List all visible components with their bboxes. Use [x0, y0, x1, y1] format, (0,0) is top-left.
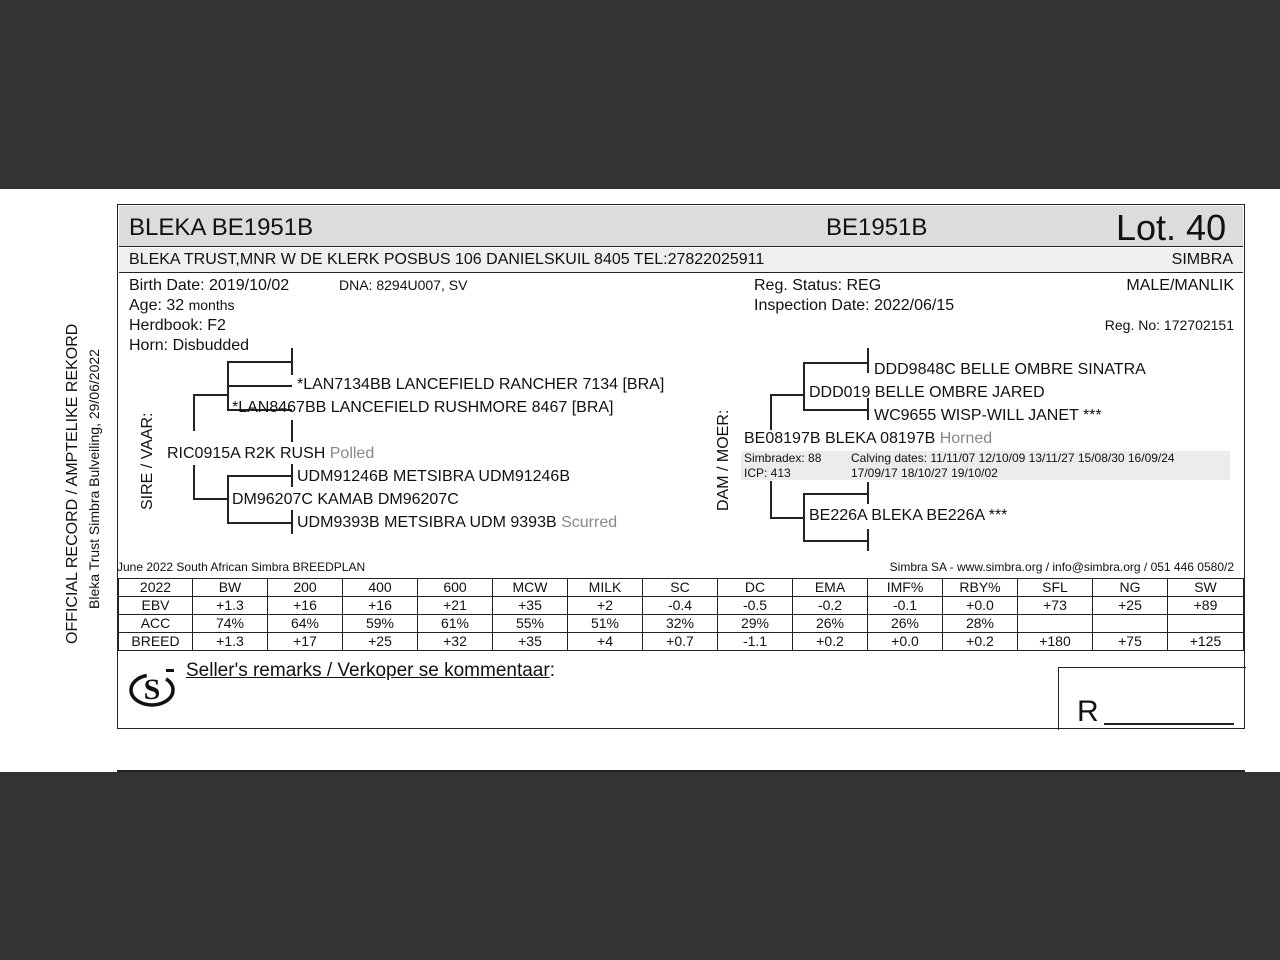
- table-cell: IMF%: [868, 579, 943, 597]
- pedigree-line: [227, 475, 229, 523]
- dam-sire-dam: WC9655 WISP-WILL JANET ***: [874, 407, 1102, 424]
- table-cell: ACC: [119, 615, 193, 633]
- table-cell: 400: [343, 579, 418, 597]
- table-cell: +0.7: [643, 633, 718, 651]
- table-cell: 32%: [643, 615, 718, 633]
- table-cell: +25: [343, 633, 418, 651]
- table-cell: +73: [1018, 597, 1093, 615]
- herdbook: Herdbook: F2: [129, 317, 226, 334]
- table-cell: +32: [418, 633, 493, 651]
- table-cell: 26%: [868, 615, 943, 633]
- table-cell: -0.2: [793, 597, 868, 615]
- age: [129, 297, 235, 315]
- pedigree-line: [227, 385, 292, 387]
- table-cell: +0.2: [943, 633, 1018, 651]
- pedigree-line: [803, 540, 867, 542]
- sire-label: SIRE / VAAR:: [139, 412, 156, 510]
- dna-info: DNA: 8294U007, SV: [339, 277, 468, 293]
- catalogue-page: [0, 189, 1280, 772]
- pedigree-line: [770, 481, 772, 517]
- sire-dam-dam-name: UDM9393B METSIBRA UDM 9393B: [297, 514, 557, 531]
- table-cell: 28%: [943, 615, 1018, 633]
- age-value: Age: 32: [129, 297, 185, 314]
- reg-status: Reg. Status: REG: [754, 277, 882, 294]
- sire-sire-sire: *LAN7134BB LANCEFIELD RANCHER 7134 [BRA]: [297, 376, 665, 393]
- pedigree-line: [227, 522, 292, 524]
- pedigree-line: [193, 394, 227, 396]
- dam-name: BE08197B BLEKA 08197B: [744, 430, 936, 447]
- pedigree-line: [770, 394, 803, 396]
- dam-label: DAM / MOER:: [715, 409, 732, 511]
- title-bar: [119, 206, 1243, 247]
- sire-sire: *LAN8467BB LANCEFIELD RUSHMORE 8467 [BRA]: [232, 399, 614, 416]
- pedigree-line: [867, 348, 869, 373]
- pedigree-line: [193, 394, 195, 431]
- owner-details: BLEKA TRUST,MNR W DE KLERK POSBUS 106 DANIELSKUIL 8405 TEL:27822025911: [129, 251, 765, 268]
- table-cell: 29%: [718, 615, 793, 633]
- dam: [744, 430, 992, 448]
- animal-code: BE1951B: [826, 214, 928, 241]
- table-cell: EBV: [119, 597, 193, 615]
- logo-letter: S: [143, 673, 161, 706]
- price-prefix: R: [1077, 695, 1099, 728]
- table-cell: +21: [418, 597, 493, 615]
- dam-note: Horned: [939, 430, 993, 447]
- seller-remarks-label: Seller's remarks / Verkoper se kommentaar: [186, 660, 550, 681]
- pedigree-line: [803, 362, 805, 409]
- ebv-table: [118, 578, 1244, 651]
- pedigree-line: [227, 475, 292, 477]
- sire: [167, 445, 374, 463]
- table-cell: 26%: [793, 615, 868, 633]
- horn-status: Horn: Disbudded: [129, 337, 250, 354]
- table-cell: +17: [268, 633, 343, 651]
- dam-sire: DDD019 BELLE OMBRE JARED: [809, 384, 1045, 401]
- table-cell: [1093, 615, 1168, 633]
- price-input-line[interactable]: [1104, 723, 1234, 725]
- pedigree-line: [803, 362, 867, 364]
- table-cell: DC: [718, 579, 793, 597]
- reg-number: Reg. No: 172702151: [1104, 317, 1234, 333]
- sire-name: RIC0915A R2K RUSH: [167, 445, 326, 462]
- breedplan-label: June 2022 South African Simbra BREEDPLAN: [117, 560, 366, 574]
- inspection-date: Inspection Date: 2022/06/15: [754, 297, 955, 314]
- pedigree-line: [867, 529, 869, 551]
- pedigree-line: [291, 348, 293, 375]
- table-row-ebv: [119, 597, 1244, 615]
- breedplan-contact: Simbra SA - www.simbra.org / info@simbra.org / 051 446 0580/2: [889, 560, 1234, 574]
- pedigree-line: [291, 510, 293, 534]
- table-cell: BREED: [119, 633, 193, 651]
- table-row-acc: [119, 615, 1244, 633]
- lot-card: [117, 204, 1245, 729]
- table-cell: +16: [268, 597, 343, 615]
- table-header-row: [119, 579, 1244, 597]
- table-cell: 59%: [343, 615, 418, 633]
- animal-name: BLEKA BE1951B: [129, 214, 314, 241]
- table-cell: 2022: [119, 579, 193, 597]
- pedigree-line: [193, 498, 227, 500]
- table-cell: +16: [343, 597, 418, 615]
- icp: ICP: 413: [744, 466, 791, 480]
- table-cell: +0.2: [793, 633, 868, 651]
- pedigree-line: [193, 465, 195, 498]
- table-cell: 51%: [568, 615, 643, 633]
- sex: MALE/MANLIK: [1126, 277, 1234, 294]
- table-cell: +0.0: [868, 633, 943, 651]
- table-cell: SW: [1168, 579, 1244, 597]
- table-cell: SFL: [1018, 579, 1093, 597]
- birth-date: Birth Date: 2019/10/02: [129, 277, 290, 294]
- table-cell: -1.1: [718, 633, 793, 651]
- dam-dam: BE226A BLEKA BE226A ***: [809, 507, 1008, 524]
- table-cell: -0.1: [868, 597, 943, 615]
- breed-label: SIMBRA: [1171, 251, 1233, 268]
- table-cell: +2: [568, 597, 643, 615]
- table-cell: +75: [1093, 633, 1168, 651]
- age-unit: months: [188, 297, 235, 313]
- pedigree-line: [291, 420, 293, 442]
- table-cell: +89: [1168, 597, 1244, 615]
- table-cell: RBY%: [943, 579, 1018, 597]
- pedigree-line: [770, 517, 803, 519]
- pedigree-line: [227, 361, 229, 409]
- table-cell: EMA: [793, 579, 868, 597]
- table-cell: +35: [493, 597, 568, 615]
- dam-sire-sire: DDD9848C BELLE OMBRE SINATRA: [874, 361, 1146, 378]
- pedigree-line: [770, 394, 772, 430]
- pedigree-line: [867, 482, 869, 504]
- table-cell: BW: [193, 579, 268, 597]
- simbra-logo-icon: [128, 664, 176, 712]
- sale-label: Bleka Trust Simbra Bulveiling, 29/06/2022: [86, 349, 102, 609]
- table-cell: +1.3: [193, 597, 268, 615]
- owner-bar: [119, 248, 1243, 273]
- table-cell: +1.3: [193, 633, 268, 651]
- seller-remarks: [186, 660, 555, 682]
- table-cell: +180: [1018, 633, 1093, 651]
- table-cell: 200: [268, 579, 343, 597]
- table-cell: +4: [568, 633, 643, 651]
- sire-dam-sire: UDM91246B METSIBRA UDM91246B: [297, 468, 570, 485]
- table-row-breed: [119, 633, 1244, 651]
- calving-dates-2: 17/09/17 18/10/27 19/10/02: [851, 466, 998, 480]
- table-cell: -0.4: [643, 597, 718, 615]
- pedigree-line: [803, 493, 867, 495]
- simbradex: Simbradex: 88: [744, 451, 822, 465]
- sire-dam-dam-note: Scurred: [561, 514, 618, 531]
- table-cell: 64%: [268, 615, 343, 633]
- table-cell: NG: [1093, 579, 1168, 597]
- pedigree-line: [227, 361, 292, 363]
- table-cell: -0.5: [718, 597, 793, 615]
- official-record-label: OFFICIAL RECORD / AMPTELIKE REKORD: [64, 323, 81, 644]
- lot-number: Lot. 40: [1116, 207, 1227, 248]
- simbra-logo: [128, 664, 176, 712]
- calving-dates-1: Calving dates: 11/11/07 12/10/09 13/11/27 15/08/30 16/09/24: [851, 451, 1175, 465]
- table-cell: MILK: [568, 579, 643, 597]
- table-cell: +125: [1168, 633, 1244, 651]
- sire-note: Polled: [329, 445, 375, 462]
- table-cell: SC: [643, 579, 718, 597]
- seller-remarks-colon: :: [549, 660, 555, 681]
- table-cell: [1018, 615, 1093, 633]
- table-cell: +0.0: [943, 597, 1018, 615]
- next-card-edge: [117, 770, 1245, 772]
- table-cell: 55%: [493, 615, 568, 633]
- table-cell: [1168, 615, 1244, 633]
- table-cell: MCW: [493, 579, 568, 597]
- pedigree-line: [803, 409, 867, 411]
- table-cell: 600: [418, 579, 493, 597]
- table-cell: 61%: [418, 615, 493, 633]
- pedigree-line: [803, 493, 805, 541]
- sire-dam: DM96207C KAMAB DM96207C: [232, 491, 459, 508]
- pedigree-line: [291, 464, 293, 487]
- table-cell: +35: [493, 633, 568, 651]
- table-cell: 74%: [193, 615, 268, 633]
- sire-dam-dam: [297, 514, 617, 532]
- table-cell: +25: [1093, 597, 1168, 615]
